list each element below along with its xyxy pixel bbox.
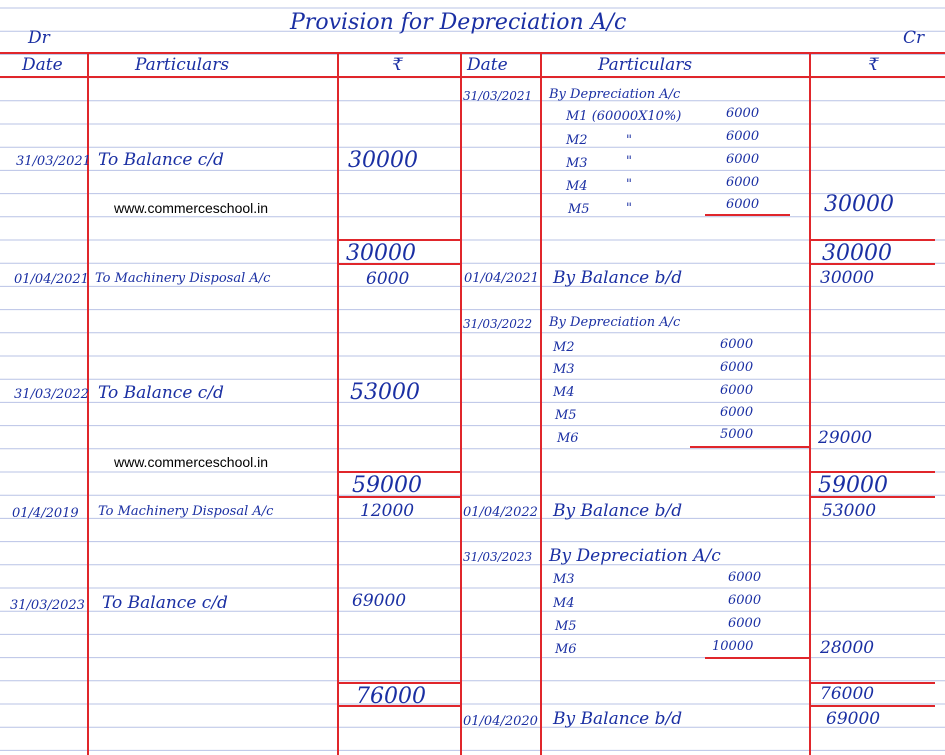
cr-b1-line4-ditto: " (626, 177, 632, 192)
cr-total-1: 30000 (822, 241, 892, 266)
cr-b3-line2-value: 6000 (728, 593, 762, 608)
cr-b3-date: 31/03/2023 (463, 550, 533, 564)
cr-b3-total: 28000 (820, 638, 875, 658)
dr-r2-amount: 6000 (366, 269, 410, 289)
cr-r2-amount: 30000 (820, 268, 875, 288)
cr-b1-line1-value: 6000 (726, 106, 760, 121)
cr-total-3: 76000 (820, 684, 875, 704)
cr-b1-line5-ditto: " (626, 201, 632, 216)
cr-b1-line3-label: M3 (566, 156, 588, 171)
ruled-lines (0, 8, 945, 750)
cr-b2-line4-label: M5 (555, 408, 577, 423)
cr-b2-date: 31/03/2022 (463, 317, 533, 331)
cr-b3-line4-value: 10000 (712, 639, 754, 654)
cr-b2-line1-value: 6000 (720, 337, 754, 352)
dr-r1-particulars: To Balance c/d (98, 150, 224, 170)
dr-r5-particulars: To Balance c/d (102, 593, 228, 613)
dr-r3-particulars: To Balance c/d (98, 383, 224, 403)
cr-r4-particulars: By Balance b/d (553, 501, 683, 521)
cr-b1-line4-label: M4 (566, 179, 588, 194)
dr-r1-amount: 30000 (348, 148, 418, 173)
cr-b2-total: 29000 (818, 428, 873, 448)
cr-b3-line2-label: M4 (553, 596, 575, 611)
cr-b3-line3-value: 6000 (728, 616, 762, 631)
cr-total-2: 59000 (818, 473, 888, 498)
cr-b2-line2-value: 6000 (720, 360, 754, 375)
dr-r3-amount: 53000 (350, 380, 420, 405)
page-title: Provision for Depreciation A/c (290, 10, 627, 35)
watermark-1: www.commerceschool.in (114, 200, 269, 216)
cr-b3-line1-label: M3 (553, 572, 575, 587)
cr-b2-line3-label: M4 (553, 385, 575, 400)
dr-r4-amount: 12000 (360, 501, 415, 521)
cr-b2-line2-label: M3 (553, 362, 575, 377)
cr-b1-total: 30000 (824, 192, 894, 217)
dr-total-2: 59000 (352, 473, 422, 498)
watermark-2: www.commerceschool.in (114, 454, 269, 470)
cr-b2-particulars: By Depreciation A/c (549, 315, 681, 330)
cr-r2-particulars: By Balance b/d (553, 268, 683, 288)
cr-b2-line4-value: 6000 (720, 405, 754, 420)
dr-particulars-header: Particulars (135, 55, 230, 75)
cr-b1-particulars: By Depreciation A/c (549, 87, 681, 102)
dr-r4-date: 01/4/2019 (12, 506, 79, 521)
dr-r1-date: 31/03/2021 (16, 154, 91, 169)
cr-amount-header: ₹ (868, 55, 879, 75)
dr-amount-header: ₹ (392, 55, 403, 75)
cr-b2-line1-label: M2 (553, 340, 575, 355)
cr-b2-line3-value: 6000 (720, 383, 754, 398)
cr-b1-line5-value: 6000 (726, 197, 760, 212)
dr-r2-date: 01/04/2021 (14, 272, 89, 287)
cr-side-label: Cr (903, 28, 925, 48)
cr-b1-date: 31/03/2021 (463, 89, 533, 103)
dr-r5-date: 31/03/2023 (10, 598, 85, 613)
cr-b2-line5-value: 5000 (720, 427, 754, 442)
cr-b1-line3-ditto: " (626, 154, 632, 169)
cr-r4-amount: 53000 (822, 501, 877, 521)
dr-r3-date: 31/03/2022 (14, 387, 89, 402)
cr-b3-line3-label: M5 (555, 619, 577, 634)
cr-b3-particulars: By Depreciation A/c (549, 546, 721, 566)
cr-b1-line2-label: M2 (566, 133, 588, 148)
cr-b1-line2-value: 6000 (726, 129, 760, 144)
cr-r4-date: 01/04/2022 (463, 505, 538, 520)
cr-r2-date: 01/04/2021 (464, 271, 539, 286)
dr-total-1: 30000 (346, 241, 416, 266)
dr-total-3: 76000 (356, 684, 426, 709)
cr-b3-line1-value: 6000 (728, 570, 762, 585)
cr-date-header: Date (467, 55, 508, 75)
cr-b1-line5-label: M5 (568, 202, 590, 217)
dr-date-header: Date (22, 55, 63, 75)
dr-side-label: Dr (28, 28, 50, 48)
cr-b1-line1-label: M1 (60000X10%) (566, 109, 682, 124)
cr-r6-date: 01/04/2020 (463, 714, 538, 729)
cr-particulars-header: Particulars (598, 55, 693, 75)
cr-b1-line2-ditto: " (626, 133, 632, 148)
dr-r4-particulars: To Machinery Disposal A/c (98, 504, 274, 519)
dr-r2-particulars: To Machinery Disposal A/c (95, 271, 271, 286)
cr-b3-line4-label: M6 (555, 642, 577, 657)
cr-b2-line5-label: M6 (557, 431, 579, 446)
cr-b1-line4-value: 6000 (726, 175, 760, 190)
dr-r5-amount: 69000 (352, 591, 407, 611)
cr-r6-amount: 69000 (826, 709, 881, 729)
cr-r6-particulars: By Balance b/d (553, 709, 683, 729)
cr-b1-line3-value: 6000 (726, 152, 760, 167)
